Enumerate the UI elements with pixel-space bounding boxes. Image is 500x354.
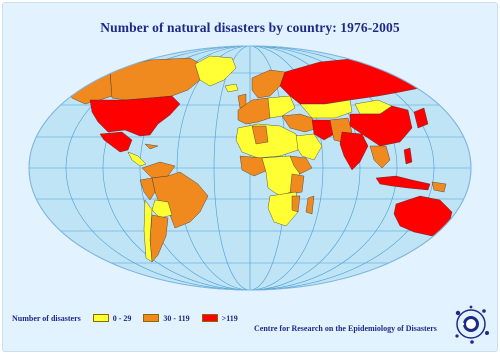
legend-label: Number of disasters: [12, 313, 81, 323]
legend-swatch: [202, 314, 218, 322]
legend: [12, 311, 238, 325]
map-title: Number of natural disasters by country: 1976-2005: [100, 20, 400, 35]
legend-item-label: 30 - 119: [163, 313, 190, 323]
legend-item-label: >119: [221, 313, 238, 323]
legend-item: [93, 314, 132, 323]
legend-item: [143, 314, 189, 323]
country-new-zealand: [456, 226, 468, 244]
source-credit: Centre for Research on the Epidemiology of Disasters: [254, 324, 437, 333]
cred-logo-icon: [451, 303, 491, 345]
legend-item: [202, 314, 238, 323]
legend-item-label: 0 - 29: [112, 313, 132, 323]
country-kenya-tanzania: [290, 174, 304, 194]
legend-swatch: [143, 314, 159, 322]
legend-swatch: [93, 314, 109, 322]
